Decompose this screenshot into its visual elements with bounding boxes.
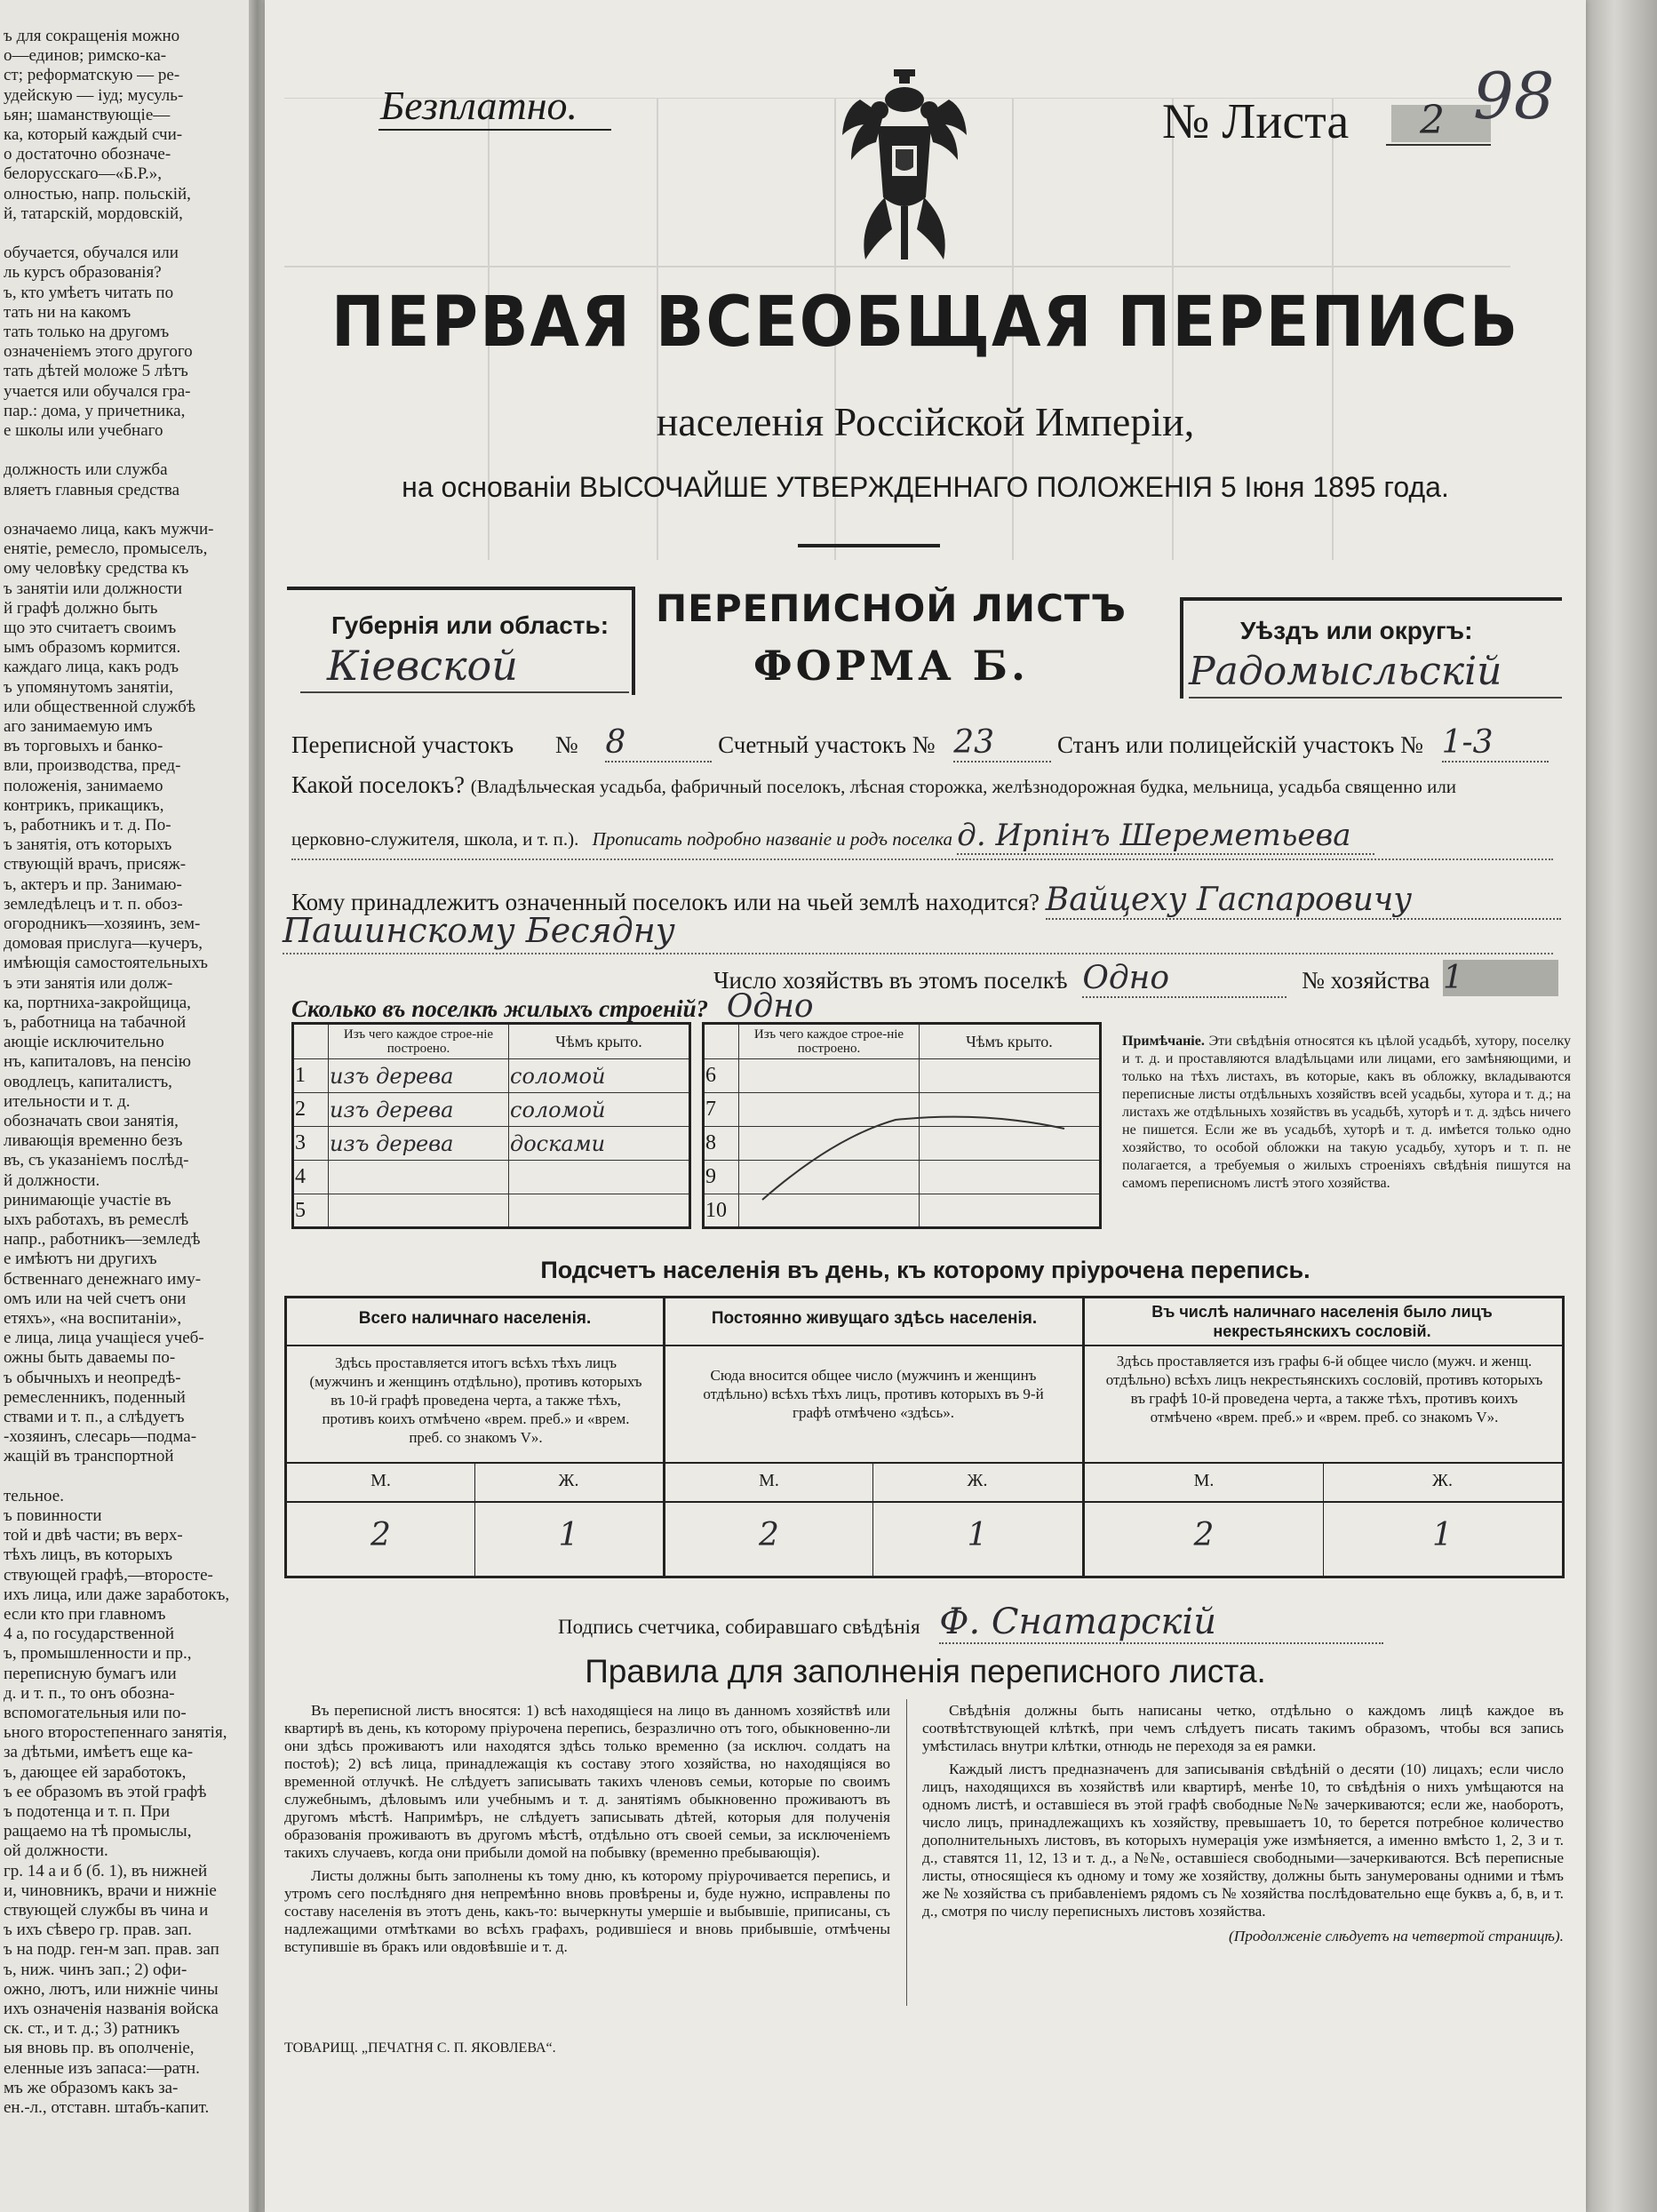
free-label: Безплатно. xyxy=(380,83,578,128)
left-page-line: й графѣ должно быть xyxy=(4,598,158,618)
free-underline xyxy=(378,129,611,131)
m-label: М. xyxy=(759,1471,779,1490)
resident-male-value[interactable]: 2 xyxy=(759,1517,779,1553)
left-page-line: положенiя, занимаемо xyxy=(4,776,163,795)
roof-cell[interactable] xyxy=(509,1161,690,1194)
rules-left-paragraph-2: Листы должны быть заполнены къ тому дню, къ которому прiурочивается перепись, и утромъ сего послѣдняго дня непремѣнно вновь провѣрены и, буде нужно, исправлены по составу населенiя въ этотъ день, какъ-то: вычеркнуты умершiе и выбывшiе, приписаны, съ надлежащими отмѣтками во всѣхъ графахъ, родившiеся и вновь прибывшiе, отмѣчены вступившiе въ бракъ или овдовѣвшiе и т. д. xyxy=(284,1867,890,1955)
owner-label: Кому принадлежитъ означенный поселокъ или на чьей землѣ находится? xyxy=(291,889,1040,915)
left-page-line: означенiемъ этого другого xyxy=(4,342,193,362)
buildings-row xyxy=(291,988,887,1025)
left-page-line: ка, который каждый счи- xyxy=(4,125,183,144)
col1-title: Всего наличнаго населенiя. xyxy=(358,1309,592,1328)
left-page-line: удейскую — iуд; мусуль- xyxy=(4,85,184,105)
col2-text: Сюда вносится общее число (мужчинъ и женщинъ отдѣльно) всѣхъ тѣхъ лицъ, противъ которыхъ въ 9-й графѣ отмѣчено «здѣсь». xyxy=(703,1367,1044,1421)
left-page-line: жащiй въ транспортной xyxy=(4,1447,174,1466)
rules-left-column xyxy=(284,1702,890,1956)
col-roof-header: Чѣмъ крыто. xyxy=(509,1024,690,1059)
left-page-line: ьян; шаманствующiе— xyxy=(4,105,171,124)
left-page-line: й должности. xyxy=(4,1170,100,1190)
district-no-sign: № xyxy=(554,731,578,758)
row-number: 10 xyxy=(704,1194,739,1228)
strike-through-stroke xyxy=(753,1102,1073,1209)
f-label: Ж. xyxy=(1432,1471,1453,1490)
left-page-line: ринимающiе участiе въ xyxy=(4,1190,171,1210)
form-title: ФОРМА Б. xyxy=(753,642,1030,690)
left-page-line: ъ обычныхъ и неопредѣ- xyxy=(4,1368,181,1387)
left-page-line: ительности и т. д. xyxy=(4,1091,131,1111)
left-page-line: ствами и т. п., а слѣдуетъ xyxy=(4,1408,185,1426)
left-page-line: ихъ лица, или даже заработокъ, xyxy=(4,1585,230,1604)
f-label: Ж. xyxy=(558,1471,579,1490)
rules-column-divider xyxy=(906,1699,907,2006)
left-page-line: ъ, ниж. чинъ зап.; 2) офи- xyxy=(4,1960,187,1979)
roof-cell[interactable] xyxy=(509,1194,690,1228)
nonpeasant-female-value[interactable]: 1 xyxy=(1432,1517,1453,1553)
left-page-line: ьного второстепеннаго занятiя, xyxy=(4,1723,227,1743)
left-page-line: ающiе исключительно xyxy=(4,1033,164,1052)
row-number: 4 xyxy=(293,1161,329,1194)
buildings-table-left xyxy=(291,1022,691,1229)
left-page-line: вляетъ главныя средства xyxy=(4,480,180,499)
double-headed-eagle-icon xyxy=(833,64,976,277)
left-page-line: имѣющiя самостоятельныхъ xyxy=(4,954,208,973)
left-page-line: или общественной службѣ xyxy=(4,697,196,716)
settlement-row1 xyxy=(291,771,1456,799)
left-page-line: ствующей графѣ,—второсте- xyxy=(4,1565,213,1585)
left-page-strip xyxy=(0,0,258,2212)
left-page-line: пар.: дома, у причетника, xyxy=(4,401,186,420)
gubernia-value[interactable]: Кiевской xyxy=(327,642,518,690)
left-page-line: ожно, лютъ, или нижнiе чины xyxy=(4,1979,219,1999)
archive-number: 98 xyxy=(1473,59,1555,133)
left-page-line: ка, портниха-закройщица, xyxy=(4,993,191,1012)
census-sheet xyxy=(265,0,1586,2212)
signature-value[interactable]: Ф. Снатарскiй xyxy=(939,1601,1383,1644)
population-table xyxy=(284,1296,1565,1578)
left-page-line: той и двѣ части; въ верх- xyxy=(4,1526,183,1545)
col-material-header: Изъ чего каждое строе-нiе построено. xyxy=(329,1024,509,1059)
left-page-line: ъ упомянутомъ занятiи, xyxy=(4,677,173,697)
material-cell[interactable] xyxy=(329,1194,509,1228)
material-cell[interactable]: изъ дерева xyxy=(329,1059,509,1093)
left-page-line: о—единов; римско-ка- xyxy=(4,46,167,66)
left-page-line: бственнаго денежнаго иму- xyxy=(4,1269,202,1289)
col-material-header: Изъ чего каждое строе-нiе построено. xyxy=(739,1024,920,1059)
m-label: М. xyxy=(370,1471,391,1490)
row-number: 3 xyxy=(293,1127,329,1161)
left-page-line: ъ занятiя, отъ которыхъ xyxy=(4,835,172,855)
left-page-line: ихъ означенiя названiя войска xyxy=(4,2000,219,2018)
settlement-value[interactable]: д. Ирпiнъ Шереметьева xyxy=(957,818,1374,855)
row-number: 8 xyxy=(704,1127,739,1161)
sheet-number-label: № Листа xyxy=(1162,94,1350,149)
roof-cell[interactable]: досками xyxy=(509,1127,690,1161)
total-female-value[interactable]: 1 xyxy=(558,1517,579,1553)
buildings-label: Сколько въ поселкѣ жилыхъ строенiй? xyxy=(291,995,709,1022)
left-page-line: ому человѣку средства къ xyxy=(4,559,189,579)
left-page-line: вли, производства, пред- xyxy=(4,756,181,776)
counting-label: Счетный участокъ xyxy=(718,731,906,758)
rules-title: Правила для заполненiя переписного листа. xyxy=(585,1653,1266,1689)
settlement-hint3: Прописать подробно названiе и родъ поселка xyxy=(592,828,953,850)
left-page-line: если кто при главномъ xyxy=(4,1605,166,1624)
left-page-line: ствующiй врачъ, присяж- xyxy=(4,855,187,874)
settlement-label: Какой поселокъ? xyxy=(291,771,466,798)
left-page-line: ъ ихъ сѣверо гр. прав. зап. xyxy=(4,1921,192,1940)
left-page-line: белорусскаго—«Б.Р.», xyxy=(4,164,162,184)
stan-value[interactable]: 1-3 xyxy=(1442,724,1549,763)
left-page-line: учается или обучался гра- xyxy=(4,381,191,401)
col1-text: Здѣсь проставляется итогъ всѣхъ тѣхъ лицъ (мужчинъ и женщинъ отдѣльно), противъ которыхъ въ 10-й графѣ проведена черта, а также тѣхъ, противъ коихъ отмѣчено «врем. преб.» и «врем. преб. со знакомъ V». xyxy=(309,1354,642,1446)
owner-value-2[interactable]: Пашинскому Бесядну xyxy=(283,911,675,950)
signature-row xyxy=(558,1601,1383,1644)
left-page-line: тельное. xyxy=(4,1486,64,1505)
left-page-line: ъ подотенца и т. п. При xyxy=(4,1802,171,1821)
left-page-line: -хозяинъ, слесарь—подма- xyxy=(4,1427,197,1447)
left-page-line: ъ, актеръ и пр. Занимаю- xyxy=(4,874,182,894)
stan-no-sign: № xyxy=(1400,731,1423,758)
left-page-line: ъ на подр. ген-м зап. прав. зап xyxy=(4,1940,219,1960)
settlement-hint1: (Владѣльческая усадьба, фабричный поселокъ, лѣсная сторожка, желѣзнодорожная будка, мельница, усадьба священно или xyxy=(470,776,1457,797)
title-divider xyxy=(798,544,940,547)
note-block xyxy=(1122,1033,1571,1193)
census-title: ПЕРВАЯ ВСЕОБЩАЯ ПЕРЕПИСЬ xyxy=(331,283,1520,363)
col3-title: Въ числѣ наличнаго населенiя было лицъ некрестьянскихъ сословiй. xyxy=(1151,1303,1493,1340)
left-page-line: нъ, капиталовъ, на пенсiю xyxy=(4,1052,191,1072)
row-number: 7 xyxy=(704,1093,739,1127)
left-page-line: ливающiя временно безъ xyxy=(4,1131,183,1151)
district-value[interactable]: 8 xyxy=(605,724,712,763)
roof-cell[interactable]: соломой xyxy=(509,1059,690,1093)
rules-left-paragraph-1: Въ переписной листъ вносятся: 1) всѣ находящiеся на лицо въ данномъ хозяйствѣ или квартирѣ въ день, къ которому прiурочена перепись, безразлично отъ того, обыкновенно-ли они здѣсь проживаютъ или находятся здѣсь только временно (за исключ. солдатъ на постоѣ); 2) всѣ лица, принадлежащiя къ составу этого хозяйства, но находящiяся во временной отлучкѣ. Не слѣдуетъ записывать такихъ членовъ семьи, которые по своимъ служебнымъ, дѣловымъ или учебнымъ и т. д. занятiямъ обыкновенно проживаютъ въ другомъ мѣстѣ. Напримѣръ, не слѣдуетъ записывать дѣтей, которыя для полученiя образованiя проживаютъ въ другомъ мѣстѣ, отдѣльно отъ своей семьи, за исключенiемъ такихъ случаевъ, когда они прибыли домой на побывку (временно пребывающiя). xyxy=(284,1702,890,1861)
left-page-line: обучается, обучался или xyxy=(4,244,179,263)
counting-no-sign: № xyxy=(912,731,936,758)
left-page-line: ъ ее образомъ въ этой графѣ xyxy=(4,1782,207,1801)
counting-value[interactable]: 23 xyxy=(953,724,1051,763)
left-page-line: що это считаетъ своимъ xyxy=(4,619,177,637)
population-heading: Подсчетъ населенiя въ день, къ которому прiурочена перепись. xyxy=(540,1257,1310,1283)
nonpeasant-male-value[interactable]: 2 xyxy=(1193,1517,1215,1553)
page-stack-edge xyxy=(1586,0,1657,2212)
stan-label: Станъ или полицейскiй участокъ xyxy=(1056,731,1395,758)
left-page-line: ъ, промышленности и пр., xyxy=(4,1644,192,1664)
left-page-line: е лица, лица учащiеся учеб- xyxy=(4,1329,204,1348)
households-label: Число хозяйствъ въ этомъ поселкѣ xyxy=(713,967,1068,994)
roof-cell[interactable] xyxy=(920,1059,1101,1093)
rules-right-paragraph-1: Свѣдѣнiя должны быть написаны четко, отдѣльно о каждомъ лицѣ каждое въ соотвѣтствующей клѣткѣ, при чемъ слѣдуетъ писать такимъ образомъ, чтобы вся запись умѣстилась внутри клѣтки, отнюдь не переходя за ея рамки. xyxy=(922,1702,1564,1754)
left-page-line: ъ, работникъ и т. д. По- xyxy=(4,816,171,834)
left-page-line: ъ, кто умѣетъ читать по xyxy=(4,283,174,302)
row-number: 1 xyxy=(293,1059,329,1093)
col2-title: Постоянно живущаго здѣсь населенiя. xyxy=(711,1309,1038,1328)
household-no-value[interactable]: 1 xyxy=(1443,960,1558,996)
left-page-line: тать только на другомъ xyxy=(4,323,170,341)
gubernia-label: Губернiя или область: xyxy=(331,611,609,639)
printer-imprint: ТОВАРИЩ. „ПЕЧАТНЯ С. П. ЯКОВЛЕВА“. xyxy=(284,2040,556,2056)
left-page-line: тѣхъ лицъ, въ которыхъ xyxy=(4,1545,173,1565)
resident-female-value[interactable]: 1 xyxy=(967,1517,988,1553)
left-page-line: ой должности. xyxy=(4,1841,108,1861)
sheet-number-value: 2 xyxy=(1420,98,1445,143)
list-title: ПЕРЕПИСНОЙ ЛИСТЪ xyxy=(655,587,1127,630)
left-page-line: ращаемо на тѣ промыслы, xyxy=(4,1822,192,1841)
left-page-line: домовая прислуга—кучеръ, xyxy=(4,934,203,954)
left-page-line: гр. 14 а и б (б. 1), въ нижней xyxy=(4,1861,208,1881)
left-page-line: ск. ст., и т. д.; 3) ратникъ xyxy=(4,2019,180,2039)
left-page-line: ъ, работница на табачной xyxy=(4,1013,187,1032)
left-page-line: енятiе, ремесло, промыселъ, xyxy=(4,539,208,559)
census-subtitle: населенiя Россiйской Имперiи, xyxy=(656,399,1195,444)
left-page-line: омъ или на чей счетъ они xyxy=(4,1289,187,1308)
left-page-line: ствующей службы въ чина и xyxy=(4,1901,209,1920)
left-page-line: е школы или учебнаго xyxy=(4,421,163,440)
owner-value-1[interactable]: Вайцеху Гаспаровичу xyxy=(1046,882,1561,920)
district-row xyxy=(291,724,1549,763)
col3-text: Здѣсь проставляется изъ графы 6-й общее число (мужч. и женщ. отдѣльно) всѣхъ лицъ некрестьянскихъ сословiй, противъ которыхъ въ графѣ 10-й проведена черта, а также тѣхъ, противъ коихъ отмѣчено «врем. преб.» и «врем. преб. со знакомъ V». xyxy=(1105,1353,1543,1425)
left-page-line: ожны быть даваемы по- xyxy=(4,1348,176,1368)
left-page-text xyxy=(0,0,249,2212)
left-page-line: ыя вновь пр. въ ополченiе, xyxy=(4,2039,195,2058)
settlement-row2 xyxy=(291,818,1374,855)
row-number: 6 xyxy=(704,1059,739,1093)
sheet-number-underline xyxy=(1386,144,1491,146)
left-page-line: оводлецъ, капиталистъ, xyxy=(4,1072,172,1091)
left-page-line: еленные изъ запаса:—ратн. xyxy=(4,2058,200,2078)
material-cell[interactable]: изъ дерева xyxy=(329,1093,509,1127)
left-page-line: огородникъ—хозяинъ, зем- xyxy=(4,914,201,933)
left-page-line: контрикъ, прикащикъ, xyxy=(4,795,164,815)
left-page-line: д. и т. п., то онъ обозна- xyxy=(4,1683,175,1703)
left-page-line: каждаго лица, какъ родъ xyxy=(4,658,179,677)
roof-cell[interactable]: соломой xyxy=(509,1093,690,1127)
left-page-line: вспомогательныя или по- xyxy=(4,1704,187,1722)
note-text: Эти свѣдѣнiя относятся къ цѣлой усадьбѣ, хутору, поселку и т. д. и проставляются владѣльцами или лицами, его замѣняющими, и только на тѣхъ листахъ, въ которые, какъ въ обложку, вкладываются переписные листы отдѣльныхъ хозяйствъ всей усадьбы, хутора и т. д.; на листахъ же отдѣльныхъ хозяйствъ въ усадьбѣ, хуторѣ и т. д. здѣсь ничего не пишется. Если же въ усадьбѣ, хуторѣ и т. д. имѣется только одно хозяйство, то особой обложки на такую усадьбу, хуторъ и т. п. не полагается, а требуемыя о жилыхъ строенiяхъ свѣдѣнiя пишутся на самомъ переписномъ листѣ этого хозяйства. xyxy=(1122,1034,1571,1191)
rules-right-column xyxy=(922,1702,1564,1945)
left-page-line: мъ же образомъ какъ за- xyxy=(4,2078,179,2097)
uezd-label: Уѣздъ или округъ: xyxy=(1240,617,1473,644)
left-page-line: 4 а, по государственной xyxy=(4,1625,175,1644)
left-page-line: обозначать свои занятiя, xyxy=(4,1112,179,1130)
uezd-underline xyxy=(1189,697,1562,699)
signature-label: Подпись счетчика, собиравшаго свѣдѣнiя xyxy=(558,1616,920,1638)
col-roof-header: Чѣмъ крыто. xyxy=(920,1024,1101,1059)
material-cell[interactable] xyxy=(739,1059,920,1093)
left-page-line: ъ повинности xyxy=(4,1506,102,1525)
settlement-extra-line xyxy=(291,858,1553,860)
material-cell[interactable]: изъ дерева xyxy=(329,1127,509,1161)
left-page-line: аго занимаемую имъ xyxy=(4,717,153,736)
buildings-value[interactable]: Одно xyxy=(726,988,814,1025)
left-page-line: ен.-л., отставн. штабъ-капит. xyxy=(4,2098,210,2117)
f-label: Ж. xyxy=(967,1471,988,1490)
owner-extra-line xyxy=(283,953,1553,954)
left-page-line: за дѣтьми, имѣетъ еще ка- xyxy=(4,1743,194,1762)
left-page-line: етяхъ», «на воспитанiи», xyxy=(4,1309,182,1328)
left-page-line: ыхъ работахъ, въ ремеслѣ xyxy=(4,1210,189,1229)
row-number: 9 xyxy=(704,1161,739,1194)
district-label: Переписной участокъ xyxy=(291,731,514,758)
left-page-line: тать ни на какомъ xyxy=(4,302,131,322)
row-number: 5 xyxy=(293,1194,329,1228)
left-page-line: тать дѣтей моложе 5 лѣтъ xyxy=(4,362,188,381)
rules-right-paragraph-2: Каждый листъ предназначенъ для записыванiя свѣдѣнiй о десяти (10) лицахъ; если число лицъ, находящихся въ хозяйствѣ или квартирѣ, менѣе 10, то свѣдѣнiя о нихъ умѣщаются на одномъ листѣ, и оставшiеся въ этой графѣ свободные №№ зачеркиваются; если же, наоборотъ, число лицъ, принадлежащихъ къ хозяйству, превышаетъ 10, то берется потребное количество дополнительныхъ листовъ, въ которыхъ нумерацiя уже измѣняется, а именно вмѣсто 1, 2, 3 и т. д., ставятся 11, 12, 13 и т. д., а №№, оставшiеся свободными—зачеркиваются. Всѣ переписные листы, относящiеся къ одному и тому же хозяйству, должны быть занумерованы одними и тѣмъ же № хозяйства съ прибавленiемъ рядомъ съ № хозяйства послѣдовательно еще буквъ а, б, в, и т. д., смотря по числу переписныхъ листовъ хозяйства. xyxy=(922,1761,1564,1920)
left-page-line: земледѣлецъ и т. п. обоз- xyxy=(4,894,183,914)
material-cell[interactable] xyxy=(329,1161,509,1194)
left-page-line: переписную бумагъ или xyxy=(4,1664,177,1683)
left-page-line: е имѣютъ ни другихъ xyxy=(4,1250,157,1269)
left-page-line: должность или служба xyxy=(4,460,168,480)
left-page-line: напр., работникъ—земледѣ xyxy=(4,1230,201,1250)
left-page-line: ст; реформатскую — ре- xyxy=(4,66,180,85)
gubernia-underline xyxy=(300,691,629,693)
left-page-line: ъ занятiи или должности xyxy=(4,579,183,598)
left-page-line: означаемо лица, какъ мужчи- xyxy=(4,520,214,539)
left-page-line: ъ для сокращенiя можно xyxy=(4,27,180,45)
m-label: М. xyxy=(1193,1471,1215,1490)
census-basis: на основанiи ВЫСОЧАЙШЕ УТВЕРЖДЕННАГО ПОЛОЖЕНIЯ 5 Iюня 1895 года. xyxy=(402,471,1449,503)
row-number: 2 xyxy=(293,1093,329,1127)
left-page-line: олностью, напр. польскiй, xyxy=(4,184,191,204)
total-male-value[interactable]: 2 xyxy=(370,1517,391,1553)
uezd-value[interactable]: Радомысльскiй xyxy=(1189,649,1502,694)
left-page-line: ымъ образомъ кормится. xyxy=(4,638,181,658)
left-page-line: ль курсъ образованiя? xyxy=(4,263,162,283)
left-page-line: въ, съ указанiемъ послѣд- xyxy=(4,1151,189,1170)
household-no-label: № хозяйства xyxy=(1302,967,1430,994)
left-page-line: й, татарскiй, мордовскiй, xyxy=(4,204,183,223)
households-value[interactable]: Одно xyxy=(1082,960,1287,998)
note-title: Примѣчанiе. xyxy=(1122,1034,1205,1049)
left-page-line: ремесленникъ, поденный xyxy=(4,1387,186,1407)
left-page-line: ъ эти занятiя или долж- xyxy=(4,973,173,993)
settlement-hint2: церковно-служителя, школа, и т. п.). xyxy=(291,828,579,850)
left-page-line: ъ, дающее ей заработокъ, xyxy=(4,1762,187,1782)
left-page-line: въ торговыхъ и банко- xyxy=(4,737,163,756)
left-page-line: и, чиновникъ, врачи и нижнiе xyxy=(4,1881,217,1900)
rules-continued: (Продолженiе слѣдуетъ на четвертой страницѣ). xyxy=(1228,1928,1564,1944)
left-page-line: о достаточно обозначе- xyxy=(4,145,171,164)
